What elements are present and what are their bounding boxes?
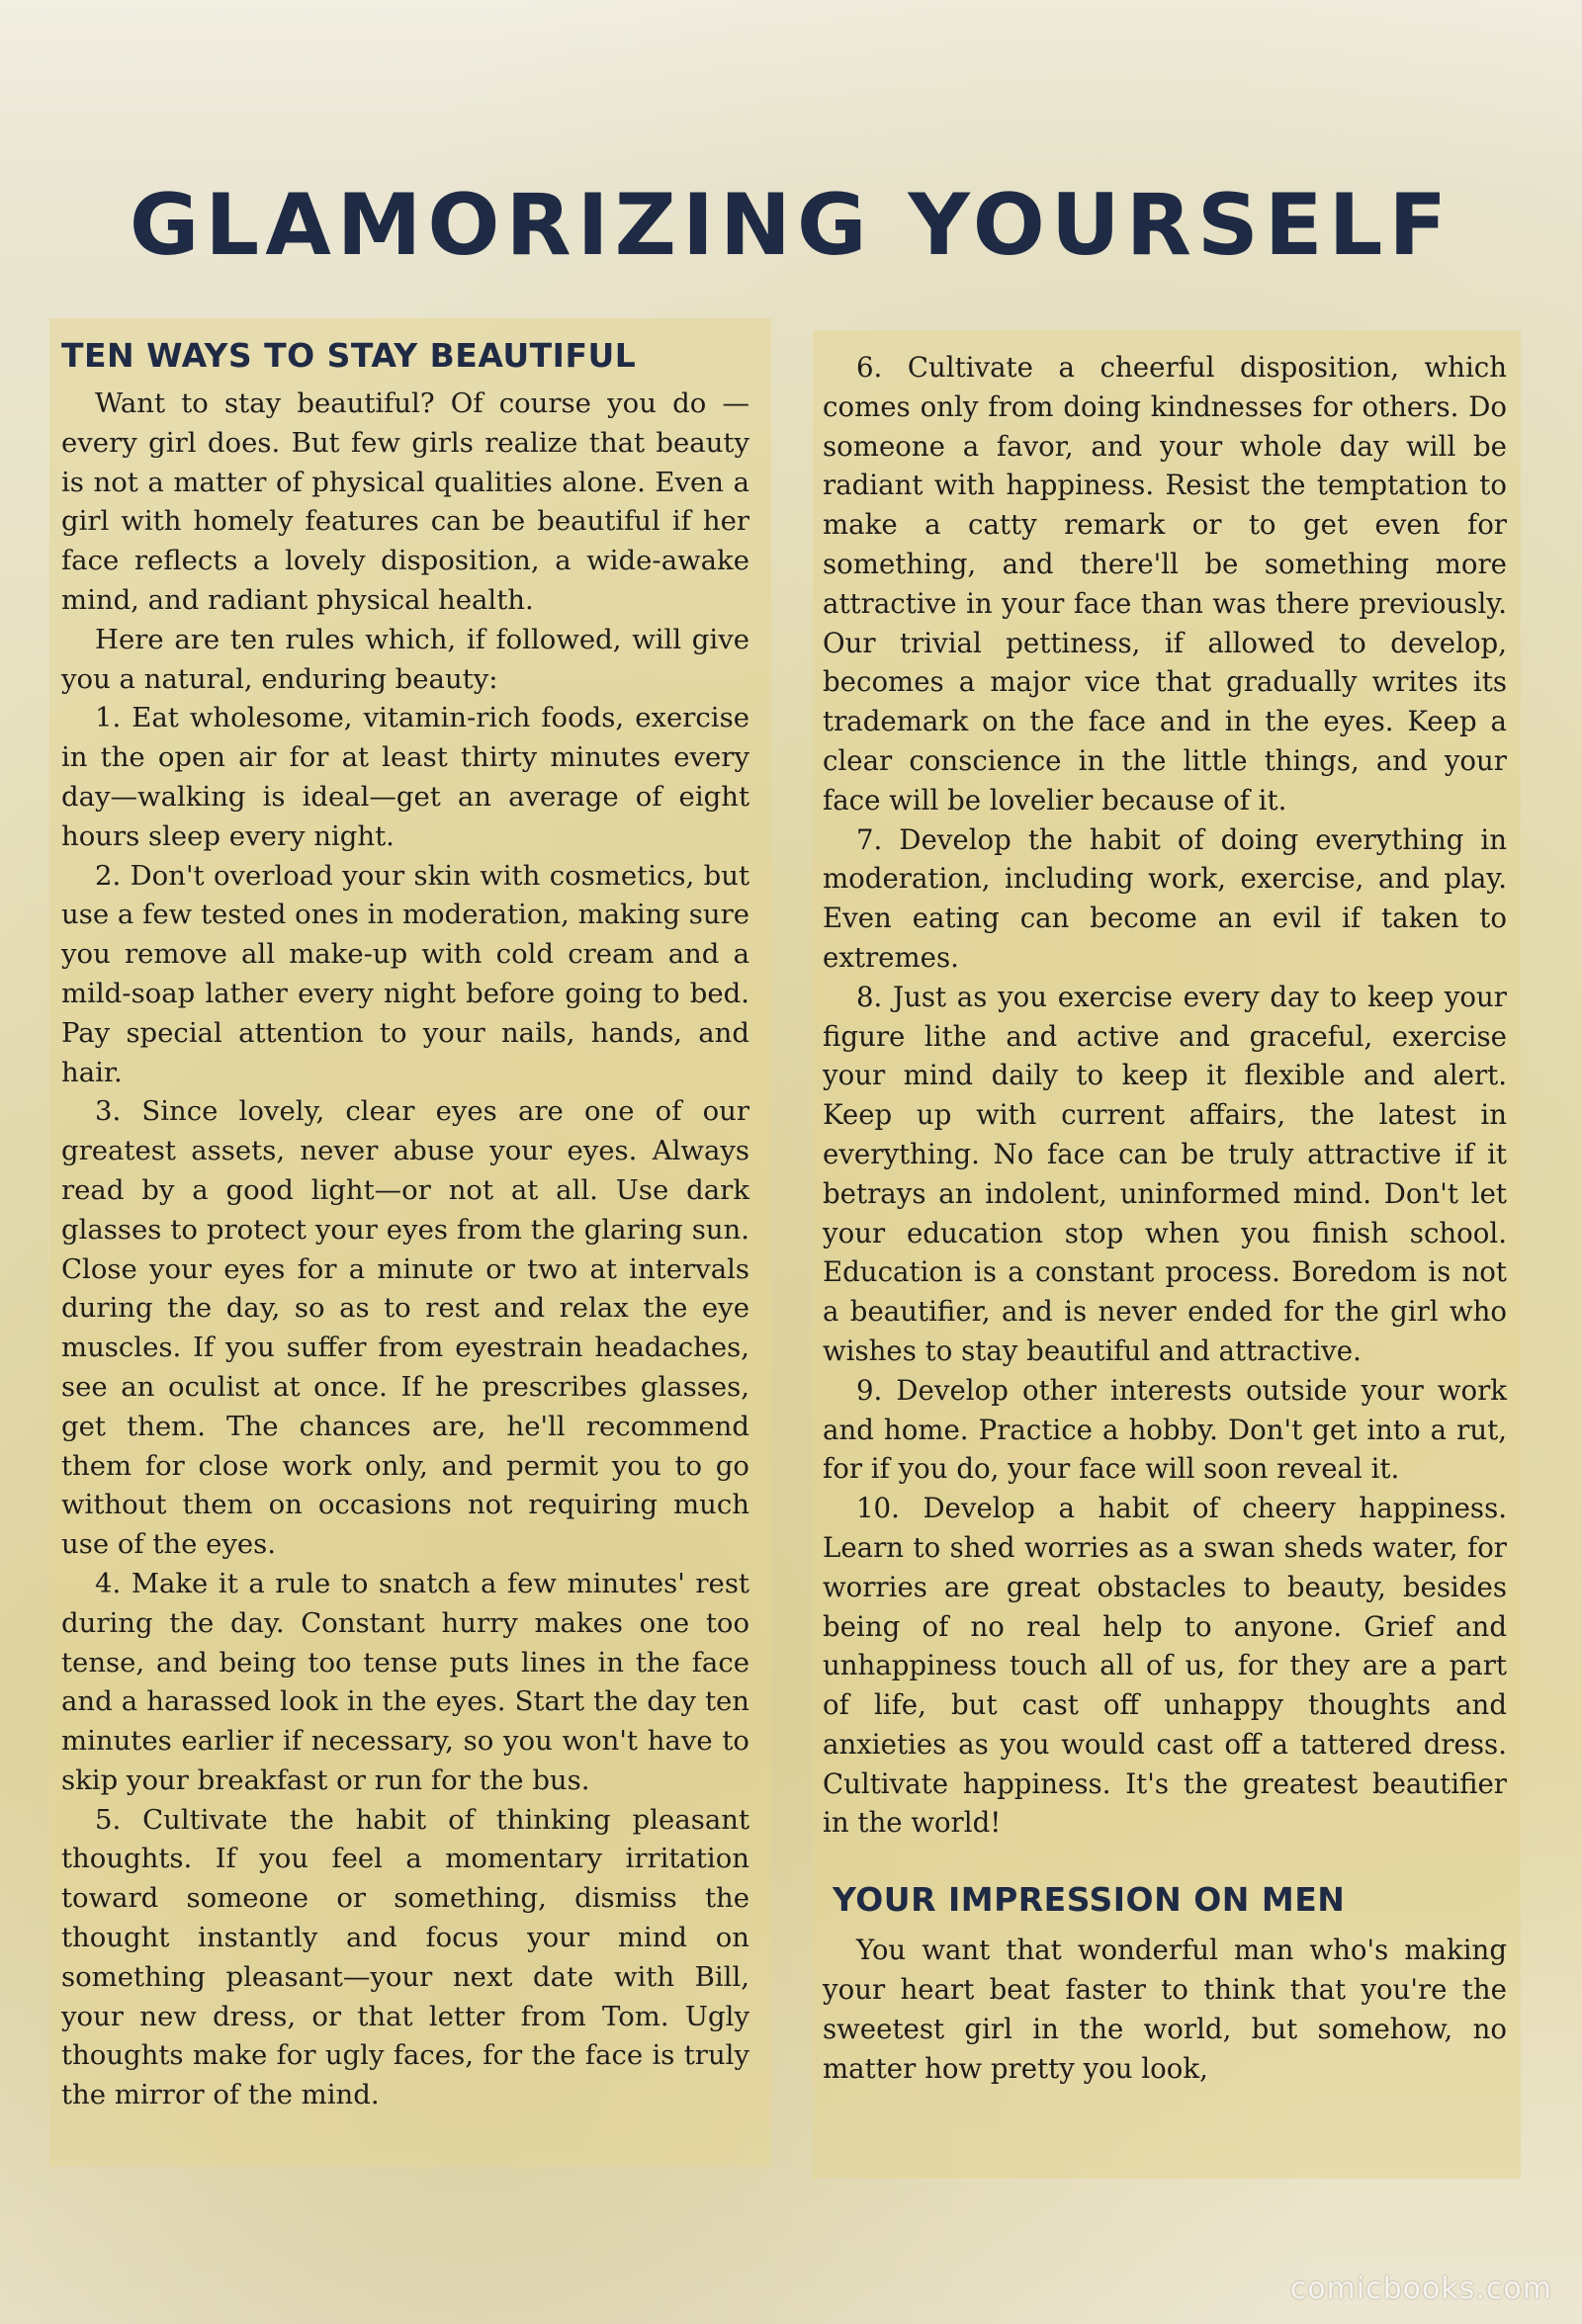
site-watermark: comicbooks.com (1289, 2272, 1552, 2306)
section-body-impression (823, 1931, 1507, 2088)
paragraph-rule-4: 4. Make it a rule to snatch a few minutes' rest during the day. Constant hurry makes one too tense, and being too tense puts lines in the face and a harassed look in the eyes. Start the day ten minutes earlier if necessary, so you won't have to skip your breakfast or run for the bus. (61, 1567, 749, 1796)
section-body-right (823, 348, 1507, 1843)
paragraph-intro: Want to stay beautiful? Of course you do —every girl does. But few girls realize that beauty is not a matter of physical qualities alone. Even a girl with homely features can be beautiful if her face reflects a lovely disposition, a wide-awake mind, and radiant physical health. (61, 387, 749, 616)
paragraph-rule-1: 1. Eat wholesome, vitamin-rich foods, exercise in the open air for at least thirty minutes every day—walking is ideal—get an average of eight hours sleep every night. (61, 702, 749, 852)
section-heading-ten-ways: TEN WAYS TO STAY BEAUTIFUL (61, 336, 637, 375)
paragraph-rule-8: 8. Just as you exercise every day to keep your figure lithe and active and graceful, exercise your mind daily to keep it flexible and alert. Keep up with current affairs, the latest in everything. No face can be truly attractive if it betrays an indolent, uninformed mind. Don't let your education stop when you finish school. Education is a constant process. Boredom is not a beautifier, and is never ended for the girl who wishes to stay beautiful and attractive. (823, 980, 1507, 1367)
paragraph-rule-3: 3. Since lovely, clear eyes are one of our greatest assets, never abuse your eyes. Always read by a good light—or not at all. Use dark glasses to protect your eyes from the glaring sun. Close your eyes for a minute or two at intervals during the day, so as to rest and relax the eye muscles. If you suffer from eyestrain headaches, see an oculist at once. If he prescribes glasses, get them. The chances are, he'll recommend them for close work only, and permit you to go without them on occasions not requiring much use of the eyes. (61, 1095, 749, 1561)
paragraph-rule-7: 7. Develop the habit of doing everything in moderation, including work, exercise, and play. Even eating can become an evil if taken to extremes. (823, 822, 1507, 974)
paragraph-rule-9: 9. Develop other interests outside your work and home. Practice a hobby. Don't get into a rut, for if you do, your face will soon reveal it. (823, 1373, 1507, 1486)
page-title: GLAMORIZING YOURSELF (129, 176, 1453, 275)
paragraph-impression: You want that wonderful man who's making your heart beat faster to think that you're the sweetest girl in the world, but somehow, no matter how pretty you look, (823, 1934, 1507, 2085)
paragraph-rule-5: 5. Cultivate the habit of thinking pleasant thoughts. If you feel a momentary irritation toward someone or something, dismiss the thought instantly and focus your mind on something pleasant—your next date with Bill, your new dress, or that letter from Tom. Ugly thoughts make for ugly faces, for the face is truly the mirror of the mind. (61, 1803, 749, 2111)
paragraph-rules-intro: Here are ten rules which, if followed, will give you a natural, enduring beauty: (61, 623, 749, 695)
section-heading-impression: YOUR IMPRESSION ON MEN (833, 1880, 1346, 1920)
left-column (49, 318, 771, 2167)
paragraph-rule-10: 10. Develop a habit of cheery happiness. Learn to shed worries as a swan sheds water, for worries are great obstacles to beauty, besides being of no real help to anyone. Grief and unhappiness touch all of us, for they are a part of life, but cast off unhappy thoughts and anxieties as you would cast off a tattered dress. Cultivate happiness. It's the greatest beautifier in the world! (823, 1492, 1507, 1840)
right-column (813, 330, 1521, 2179)
paragraph-rule-6: 6. Cultivate a cheerful disposition, which comes only from doing kindnesses for others. Do someone a favor, and your whole day will be radiant with happiness. Resist the temptation to make a catty remark or to get even for something, and there'll be something more attractive in your face than was there previously. Our trivial pettiness, if allowed to develop, becomes a major vice that gradually writes its trademark on the face and in the eyes. Keep a clear conscience in the little things, and your face will be lovelier because of it. (823, 351, 1507, 817)
paragraph-rule-2: 2. Don't overload your skin with cosmetics, but use a few tested ones in moderation, making sure you remove all make-up with cold cream and a mild-soap lather every night before going to bed. Pay special attention to your nails, hands, and hair. (61, 859, 749, 1088)
section-body-left (61, 385, 749, 2115)
